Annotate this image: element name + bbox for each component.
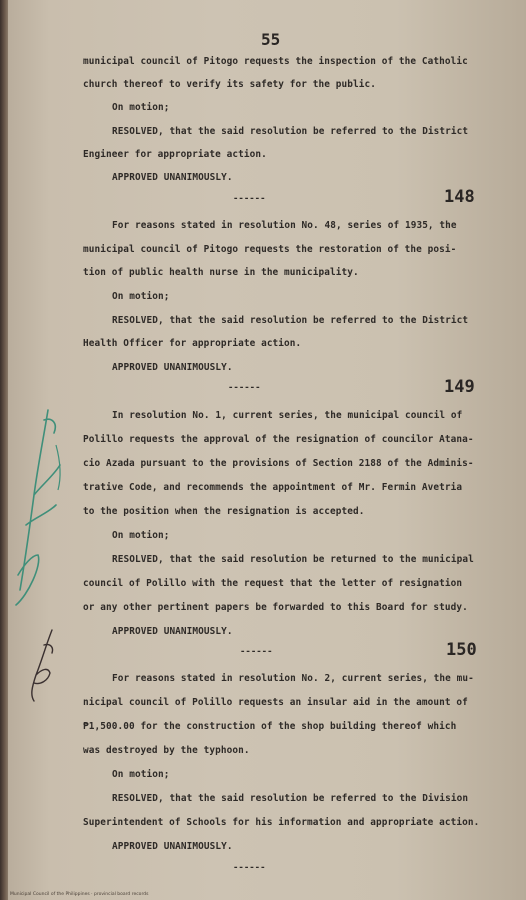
text-line: RESOLVED, that the said resolution be referred to the District	[112, 126, 469, 137]
text-line: RESOLVED, that the said resolution be referred to the Division	[112, 793, 469, 804]
text-line: Health Officer for appropriate action.	[83, 338, 302, 349]
text-line: to the position when the resignation is accepted.	[83, 506, 365, 517]
text-line: APPROVED UNANIMOUSLY.	[112, 362, 233, 373]
text-line: For reasons stated in resolution No. 2, current series, the mu-	[112, 673, 474, 684]
text-line: APPROVED UNANIMOUSLY.	[112, 172, 233, 183]
text-line: On motion;	[112, 769, 170, 780]
text-line: On motion;	[112, 102, 170, 113]
text-line: RESOLVED, that the said resolution be referred to the District	[112, 315, 469, 326]
text-line: Engineer for appropriate action.	[83, 149, 267, 160]
text-line: APPROVED UNANIMOUSLY.	[112, 841, 233, 852]
handwritten-initials	[22, 625, 62, 705]
text-line: council of Polillo with the request that the letter of resignation	[83, 578, 463, 589]
resolution-number: 148	[444, 187, 475, 207]
text-line: was destroyed by the typhoon.	[83, 745, 250, 756]
handwritten-signature-green	[8, 405, 78, 615]
separator: ------	[233, 194, 266, 204]
resolution-number: 149	[444, 377, 475, 397]
text-line: RESOLVED, that the said resolution be returned to the municipal	[112, 554, 474, 565]
text-line: Superintendent of Schools for his information and appropriate action.	[83, 817, 480, 828]
scan-footer: Municipal Council of the Philippines · provincial board records	[10, 892, 149, 897]
document-page	[8, 0, 526, 900]
text-line: church thereof to verify its safety for the public.	[83, 79, 376, 90]
text-line: municipal council of Pitogo requests the restoration of the posi-	[83, 244, 457, 255]
text-line: or any other pertinent papers be forwarded to this Board for study.	[83, 602, 468, 613]
text-line: On motion;	[112, 530, 170, 541]
separator: ------	[228, 383, 261, 393]
resolution-number: 150	[446, 640, 477, 660]
text-line: tion of public health nurse in the municipality.	[83, 267, 359, 278]
separator: ------	[233, 863, 266, 873]
text-line: Polillo requests the approval of the resignation of councilor Atana-	[83, 434, 474, 445]
text-line: In resolution No. 1, current series, the municipal council of	[112, 410, 463, 421]
book-spine	[0, 0, 8, 900]
text-line: For reasons stated in resolution No. 48, series of 1935, the	[112, 220, 457, 231]
text-line: municipal council of Pitogo requests the inspection of the Catholic	[83, 56, 468, 67]
text-line: nicipal council of Polillo requests an insular aid in the amount of	[83, 697, 468, 708]
text-line: cio Azada pursuant to the provisions of Section 2188 of the Adminis-	[83, 458, 474, 469]
text-line: On motion;	[112, 291, 170, 302]
text-line: ₱1,500.00 for the construction of the shop building thereof which	[83, 721, 457, 732]
page-number: 55	[261, 30, 281, 49]
separator: ------	[240, 647, 273, 657]
text-line: trative Code, and recommends the appointment of Mr. Fermin Avetria	[83, 482, 463, 493]
text-line: APPROVED UNANIMOUSLY.	[112, 626, 233, 637]
